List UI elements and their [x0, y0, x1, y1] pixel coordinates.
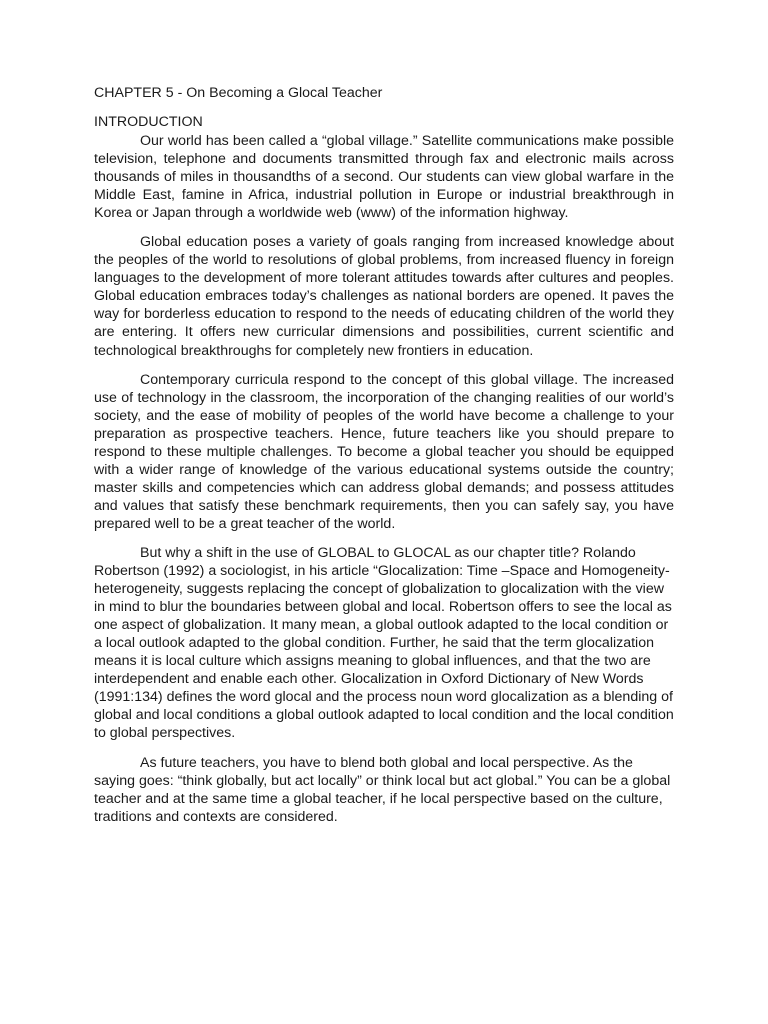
section-heading: INTRODUCTION [94, 114, 203, 130]
paragraph-global-village: Our world has been called a “global village.” Satellite communications make possible television, telephone and documents transmitted through fax and electronic mails across thousands of miles in thousandths of a second. Our students can view global warfare in the Middle East, famine in Africa, industrial pollution in Europe or industrial breakthrough in Korea or Japan through a worldwide web (www) of the information highway. [94, 133, 674, 222]
paragraph-global-to-glocal: But why a shift in the use of GLOBAL to GLOCAL as our chapter title? Rolando Robertson (1992) a sociologist, in his article “Glocalization: Time –Space and Homogeneity-heterogeneity, suggests replacing the concept of globalization to glocalization with the view in mind to blur the boundaries between global and local. Robertson offers to see the local as one aspect of globalization. It many mean, a global outlook adapted to the local condition or a local outlook adapted to the global condition. Further, he said that the term glocalization means it is local culture which assigns meaning to global influences, and that the two are interdependent and enable each other. Glocalization in Oxford Dictionary of New Words (1991:134) defines the word glocal and the process noun word glocalization as a blending of global and local conditions a global outlook adapted to local condition and the local condition to global perspectives. [94, 544, 674, 742]
paragraph-future-teachers: As future teachers, you have to blend both global and local perspective. As the saying goes: “think globally, but act locally” or think local but act global.” You can be a global teacher and at the same time a global teacher, if he local perspective based on the culture, traditions and contexts are considered. [94, 754, 671, 825]
paragraph-contemporary-curricula: Contemporary curricula respond to the concept of this global village. The increased use of technology in the classroom, the incorporation of the changing realities of our world’s society, and the ease of mobility of peoples of the world have become a challenge to your preparation as prospective teachers. Hence, future teachers like you should prepare to respond to these multiple challenges. To become a global teacher you should be equipped with a wider range of knowledge of the various educational systems outside the country; master skills and competencies which can address global demands; and possess attitudes and values that satisfy these benchmark requirements, then you can safely say, you have prepared well to be a great teacher of the world. [94, 371, 674, 532]
chapter-title: CHAPTER 5 - On Becoming a Glocal Teacher [94, 85, 383, 101]
paragraph-global-education: Global education poses a variety of goals ranging from increased knowledge about the peoples of the world to resolutions of global problems, from increased fluency in foreign languages to the development of more tolerant attitudes towards after cultures and peoples. Global education embraces today’s challenges as national borders are opened. It paves the way for borderless education to respond to the needs of educating children of the world they are entering. It offers new curricular dimensions and possibilities, current scientific and technological breakthroughs for completely new frontiers in education. [94, 234, 674, 359]
document-page [94, 84, 674, 837]
